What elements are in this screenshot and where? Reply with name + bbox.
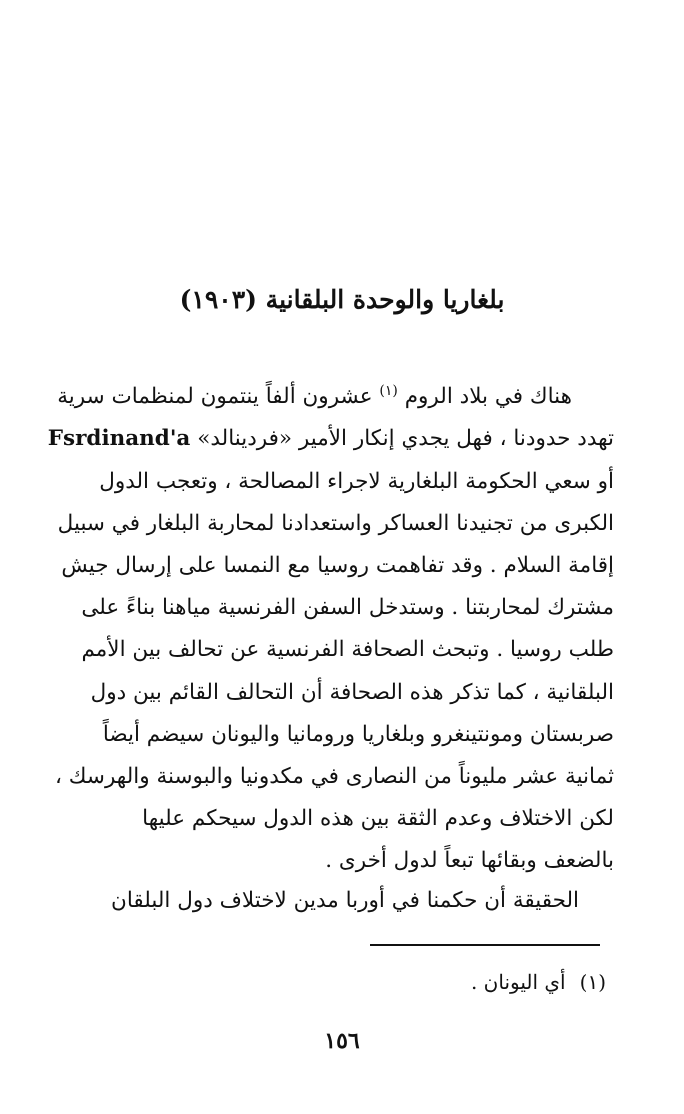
text-line: إقامة السلام . وقد تفاهمت روسيا مع النمسا على إرسال جيش (61, 552, 614, 578)
second-paragraph (111, 880, 579, 922)
footnote-reference[interactable]: (١) (379, 383, 398, 399)
text-line: لكن الاختلاف وعدم الثقة بين هذه الدول سيحكم عليها (142, 806, 614, 832)
latin-name: Fsrdinand'a (47, 426, 191, 452)
text-line: أو سعي الحكومة البلغارية لاجراء المصالحة ، وتعجب الدول (99, 468, 614, 494)
text-line: بالضعف وبقائها تبعاً لدول أخرى . (325, 848, 614, 874)
footnote-marker: (١) (579, 970, 606, 994)
text-line: تهدد حدودنا ، فهل يجدي إنكار الأمير «فردينالد» Fsrdinand'a (47, 426, 614, 452)
footnote (471, 965, 606, 999)
text-line: الكبرى من تجنيدنا العساكر واستعدادنا لمحاربة البلغار في سبيل (57, 510, 614, 536)
text-line: هناك في بلاد الروم $^{(١)}$ عشرون ألفاً ينتمون لمنظمات سرية (57, 383, 572, 410)
text-line: صربستان ومونتينغرو وبلغاريا ورومانيا واليونان سيضم أيضاً (102, 721, 614, 747)
text-line: مشترك لمحاربتنا . وستدخل السفن الفرنسية مياهنا بناءً على (81, 595, 614, 621)
main-paragraph (47, 370, 614, 883)
page-number: ١٥٦ (324, 1028, 360, 1054)
footnote-divider (370, 944, 600, 946)
text-line: ثمانية عشر مليوناً من النصارى في مكدونيا والبوسنة والهرسك ، (55, 763, 614, 789)
text-line: الحقيقة أن حكمنا في أوربا مدين لاختلاف دول البلقان (111, 888, 579, 913)
text-line: طلب روسيا . وتبحث الصحافة الفرنسية عن تحالف بين الأمم (81, 637, 614, 663)
footnote-text: أي اليونان . (470, 970, 566, 994)
text-line: البلقانية ، كما تذكر هذه الصحافة أن التحالف القائم بين دول (90, 679, 614, 705)
chapter-title: بلغاريا والوحدة البلقانية (١٩٠٣) (179, 285, 505, 314)
